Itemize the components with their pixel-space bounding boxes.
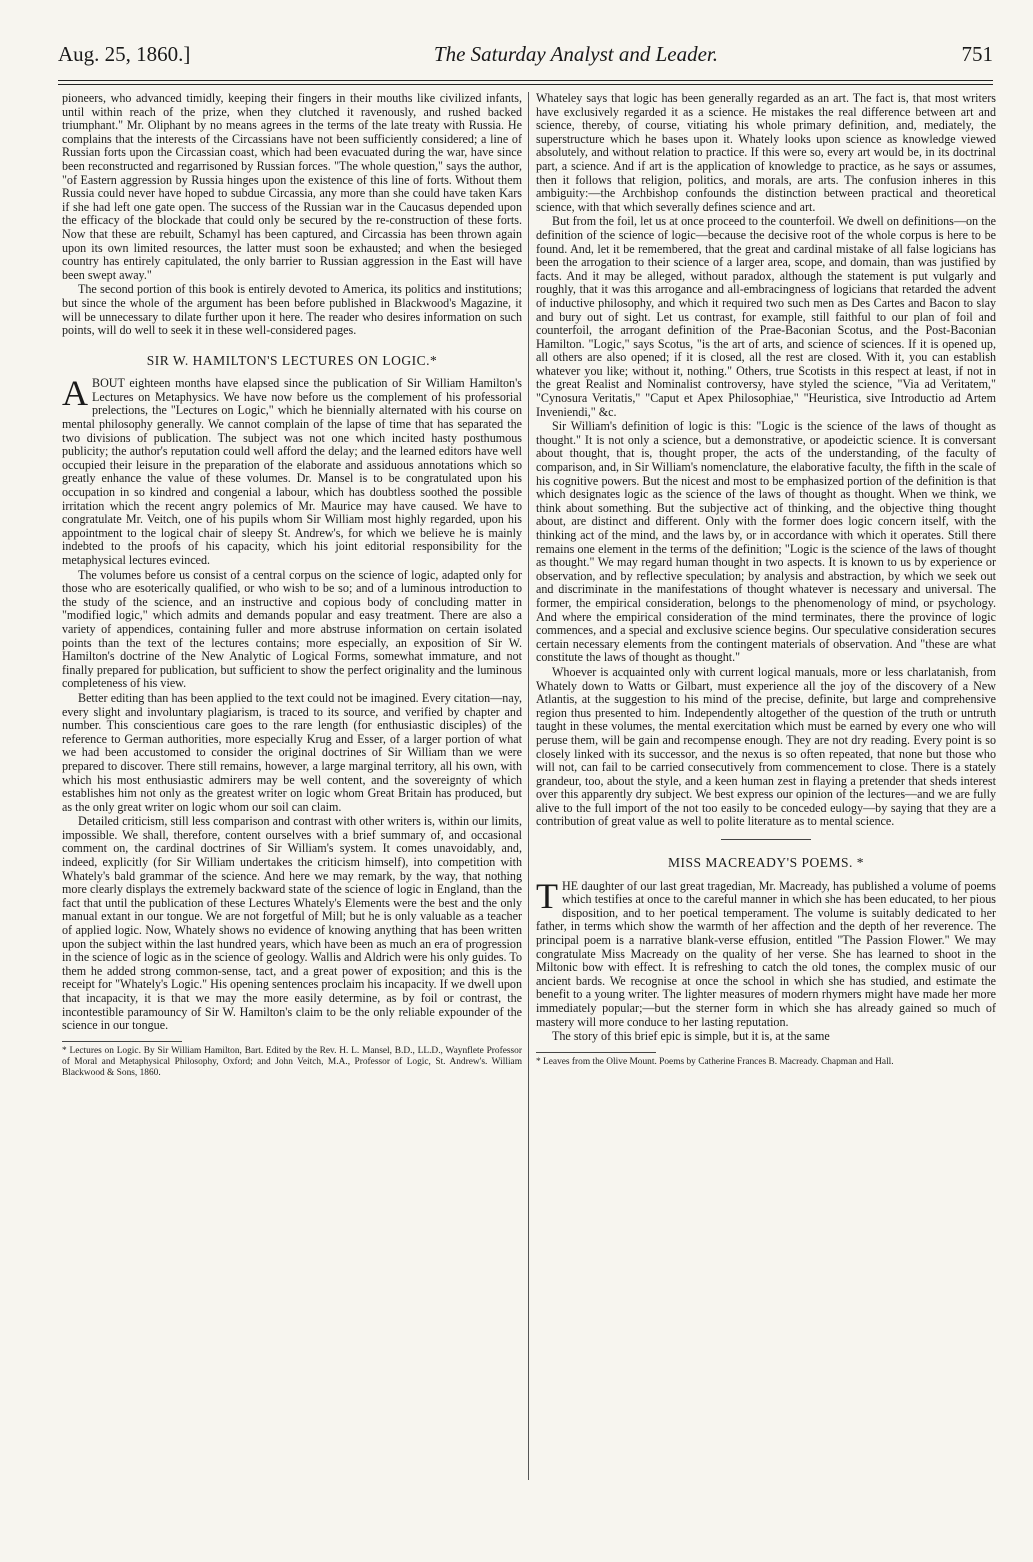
issue-date: Aug. 25, 1860.]	[58, 42, 191, 66]
hamilton-section-title: SIR W. HAMILTON'S LECTURES ON LOGIC.*	[146, 352, 438, 368]
column-divider	[528, 92, 529, 1480]
oliphant-review-paragraph: The second portion of this book is entirely devoted to America, its politics and institutions; but since the whole of the argument has been before published in Blackwood's Magazine, it will be unnecessary to dilate further upon it here. The reader who desires information on such points, will do well to seek it in these well-considered pages.	[62, 282, 522, 338]
hamilton-paragraph: But from the foil, let us at once proceed to the counterfoil. We dwell on definitions—on the definition of the science of logic—because the decisive root of the whole corpus is here to be found. And, let it be remembered, that the great and cardinal mistake of all false logicians has been the arrogation to their science of a larger area, scope, and domain, than was justified by facts. And it may be alleged, without paradox, although the statement is put vulgarly and roughly, that it was this arrogance and all-embracingness of logicians that retarded the advent of inductive philosophy, and which it required two such men as Des Cartes and Bacon to slay and bury out of sight. Let us contrast, for example, still faithful to our plan of foil and counterfoil, the arrogant definition of the Prae-Baconian Scotus, and the Post-Baconian Hamilton. "Logic," says Scotus, "is the art of arts, and science of sciences. If it is opened up, all others are also opened; if it is closed, all the rest are closed. With it, you can establish whatever you like; without it, nothing." Others, true Scotists in this respect at least, if not in the great Realist and Nominalist controversy, have styled the science, "Via ad Veritatem," "Cynosura Veritatis," "Caput et Apex Philosophiae," "Heuristica, sive Introductio ad Artem Inveniendi," &c.	[536, 214, 996, 419]
macready-section-title: MISS MACREADY'S POEMS. *	[668, 855, 864, 871]
header-rule-thin	[58, 84, 993, 85]
footnote-rule	[536, 1052, 656, 1053]
hamilton-paragraph-text: BOUT eighteen months have elapsed since the publication of Sir William Hamilton's Lectures on Metaphysics. We have now before us the complement of his professorial prelections, the "Lectures on Logic," which he biennially alternated with his course on mental philosophy generally. We cannot complain of the lapse of time that has separated the two divisions of publication. The subject was not one which incited hasty posthumous publicity; the author's reputation could well afford the delay; and the learned editors have well occupied their leisure in the preparation of the elaborate and assiduous annotations which so greatly enhance the value of these volumes. Dr. Mansel is to be congratulated upon his occupation in so kindred and congenial a labour, which has doubtless soothed the possible irritation which the recent angry polemics of Mr. Maurice may have caused. We have to congratulate Mr. Veitch, one of his pupils whom Sir William most highly regarded, upon his appointment to the logical chair of sleepy St. Andrew's, for which we believe he is mainly indebted to the proofs of his capacity, which his joint editorial responsibility for the metaphysical lectures evinced.	[62, 376, 522, 567]
left-column	[62, 92, 522, 1480]
hamilton-paragraph	[62, 373, 522, 567]
page-number: 751	[961, 42, 993, 66]
macready-paragraph-text: HE daughter of our last great tragedian, Mr. Macready, has published a volume of poems which testifies at once to the careful manner in which she has been educated, to her pious disposition, and to her poetical temperament. The volume is suitably dedicated to her father, in terms which show the warmth of her affection and the depth of her reverence. The principal poem is a narrative blank-verse effusion, entitled "The Passion Flower." We may congratulate Miss Macready on the quality of her verse. She has learned to shoot in the Miltonic bow with effect. It is refreshing to catch the old tones, the complex music of our ancient bards. We recognise at once the school in which she has studied, and estimate the benefit to a young writer. The lighter measures of modern rhymers might have made her more immediately popular;—but the sterner form in which she has already gained so much of mastery will more conduce to her lasting reputation.	[536, 878, 996, 1029]
page-header	[58, 42, 993, 76]
publication-title: The Saturday Analyst and Leader.	[433, 42, 718, 66]
hamilton-paragraph: The volumes before us consist of a central corpus on the science of logic, adapted only for those who are esoterically qualified, or who wish to be so; and of a luminous introduction to the study of the science, and an instructive and copious body of concluding matter in "modified logic," which admits and demands popular and easy treatment. There are also a variety of appendices, containing fuller and more abstruse information on certain isolated points than the text of the lectures contains; more especially, an exposition of Sir W. Hamilton's doctrine of the New Analytic of Logical Forms, somewhat immature, and not finally prepared for publication, but sufficient to show the perfect originality and the luminous completeness of his view.	[62, 567, 522, 691]
macready-footnote: * Leaves from the Olive Mount. Poems by Catherine Frances B. Macready. Chapman and Hall.	[536, 1056, 894, 1067]
hamilton-paragraph: Detailed criticism, still less comparison and contrast with other writers is, within our limits, impossible. We shall, therefore, content ourselves with a brief summary of, and occasional comment on, the cardinal doctrines of Sir William's system. It comes unavoidably, and, indeed, explicitly (for Sir William undertakes the criticism himself), into competition with Whately's bald grammar of the science. And here we may remark, by the way, that nothing more clearly displays the extremely backward state of the science of logic in England, than the fact that until the publication of these Lectures Whately's Elements were the best and the only manual extant in our tongue. We are not forgetful of Mill; but he is only valuable as a teacher of applied logic. Now, Whately shows no evidence of knowing anything that has been written upon the subject within the last hundred years, which have been as much an era of progression in the science of logic as in the science of geology. Wallis and Aldrich were his only guides. To them he added strong common-sense, tact, and a great power of exposition; and this is the receipt for "Whately's Logic." His opening sentences proclaim his incapacity. If we dwell upon that incapacity, it is that we may the more easily determine, as by foil or contrast, the incontestible paramouncy of Sir W. Hamilton's claim to be the only reliable expounder of the science in our tongue.	[62, 814, 522, 1033]
section-rule	[721, 839, 811, 840]
drop-cap: A	[62, 373, 88, 414]
hamilton-footnote: * Lectures on Logic. By Sir William Hamilton, Bart. Edited by the Rev. H. L. Mansel, B.D., LL.D., Waynflete Professor of Moral and Metaphysical Philosophy, Oxford; and John Veitch, M.A., Professor of Logic, St. Andrew's. William Blackwood & Sons, 1860.	[62, 1045, 522, 1078]
oliphant-review-paragraph: pioneers, who advanced timidly, keeping their fingers in their mouths like civilized infants, until within reach of the prize, when they clutched it ravenously, and rushed backed triumphant." Mr. Oliphant by no means agrees in the terms of the late treaty with Russia. He complains that the interests of the Circassians have not been sufficiently considered; a line of Russian forts upon the Circassian coast, which had been evacuated during the war, have since been reconstructed and regarrisoned by Russian forces. "The whole question," says the author, "of Eastern aggression by Russia hinges upon the existence of this line of forts. Without them Russia could never have hoped to subdue Circassia, any more than she could have taken Kars if she had left one gate open. The success of the Russian war in the Caucasus depended upon the efficacy of the blockade that could only be secured by the re-construction of these forts. Now that these are rebuilt, Schamyl has been captured, and Circassia has been thrown again upon its own limited resources, the latter must soon be exhausted; and when the besieged country has entirely capitulated, the only barrier to Russian aggression in the East will have been swept away."	[62, 92, 522, 282]
hamilton-paragraph: Better editing than has been applied to the text could not be imagined. Every citation—nay, every slight and involuntary plagiarism, is traced to its source, and verified by chapter and number. This conscientious care goes to the rare length (for enthusiastic disciples) of the reference to German authorities, more especially Krug and Esser, of a larger portion of what we had been accustomed to consider the original doctrines of Sir William than we were prepared to discover. There still remains, however, a large marginal territory, all his own, with which his most enthusiastic admirers may be well content, and the sovereignty of which establishes him not only as the greatest writer on logic whom Great Britain has produced, but as the only great writer on logic whom our soil can claim.	[62, 690, 522, 814]
hamilton-paragraph: Sir William's definition of logic is this: "Logic is the science of the laws of thought as thought." It is not only a science, but a demonstrative, or apodeictic science. It is conversant about thought, that is, thought proper, the acts of the understanding, of the faculty of comparison, and, in Sir William's nomenclature, the elaborative faculty, the fifth in the scale of his cognitive powers. But the nicest and most to be emphasized portion of the definition is that which designates logic as the science of the laws of thought as thought. When we think, we think about something. But the subjective act of thinking, and the objective thing thought about, are distinct and different. Only with the former does logic concern itself, with the thinking act of the mind, and the laws by, or in accordance with which it operates. Still there remains one element in the terms of the definition; "Logic is the science of the laws of thought as thought." We may regard human thought in two aspects. It is known to us by experience or observation, and by reflective speculation; by analysis and abstraction, by which we seek out and discriminate in the manifestations of thought whatever is necessary and universal. The former, the empirical consideration, belongs to the phenomenology of mind, or psychology. And where the empirical consideration of the mind terminates, there the province of logic commences, and a special and exclusive science begins. Our speculative consideration secures certain necessary elements from the contingent materials of observation. And "these are what constitute the laws of thought as thought."	[536, 419, 996, 665]
macready-paragraph: The story of this brief epic is simple, but it is, at the same	[552, 1029, 830, 1044]
right-column	[536, 92, 996, 1480]
drop-cap: T	[536, 875, 558, 916]
macready-paragraph	[536, 875, 996, 1030]
footnote-rule	[62, 1041, 182, 1042]
hamilton-paragraph: Whoever is acquainted only with current logical manuals, more or less charlatanish, from Whately down to Watts or Gilbart, must experience all the joy of the discovery of a New Atlantis, at the suggestion to his mind of the precise, definite, but large and comprehensive region thus presented to him. Independently altogether of the question of the truth or untruth taught in these volumes, the mental exercitation which must be earned by every one who will peruse them, will be gain and recompense enough. They are not dry reading. Every point is so closely linked with its successor, and the nexus is so often repeated, that none but those who will not, can fail to be carried consecutively from commencement to close. There is a stately grandeur, too, about the style, and a keen human zest in flaying a pretender that sheds interest over this apparently dry subject. We best express our opinion of the lectures—and we are fully alive to the full import of the not too easily to be conceded eulogy—by saying that they are a contribution of great value as well to polite literature as to mental science.	[536, 664, 996, 829]
hamilton-paragraph: Whateley says that logic has been generally regarded as an art. The fact is, that most writers have exclusively regarded it as a science. He mistakes the real difference between art and science, thereby, of course, vitiating his whole primary definition, and, mediately, the superstructure which he bases upon it. Whately looks upon science as knowledge viewed absolutely, and without relation to practice. If this were so, every art would be, in its doctrinal part, a science. And if art is the application of knowledge to practice, as he says or assumes, then it follows that religion, politics, and morals, are arts. The confusion inheres in this ambiguity:—the Archbishop confounds the distinction between practical and theoretical science, with that which severally defines science and art.	[536, 92, 996, 214]
header-rule	[58, 80, 993, 81]
